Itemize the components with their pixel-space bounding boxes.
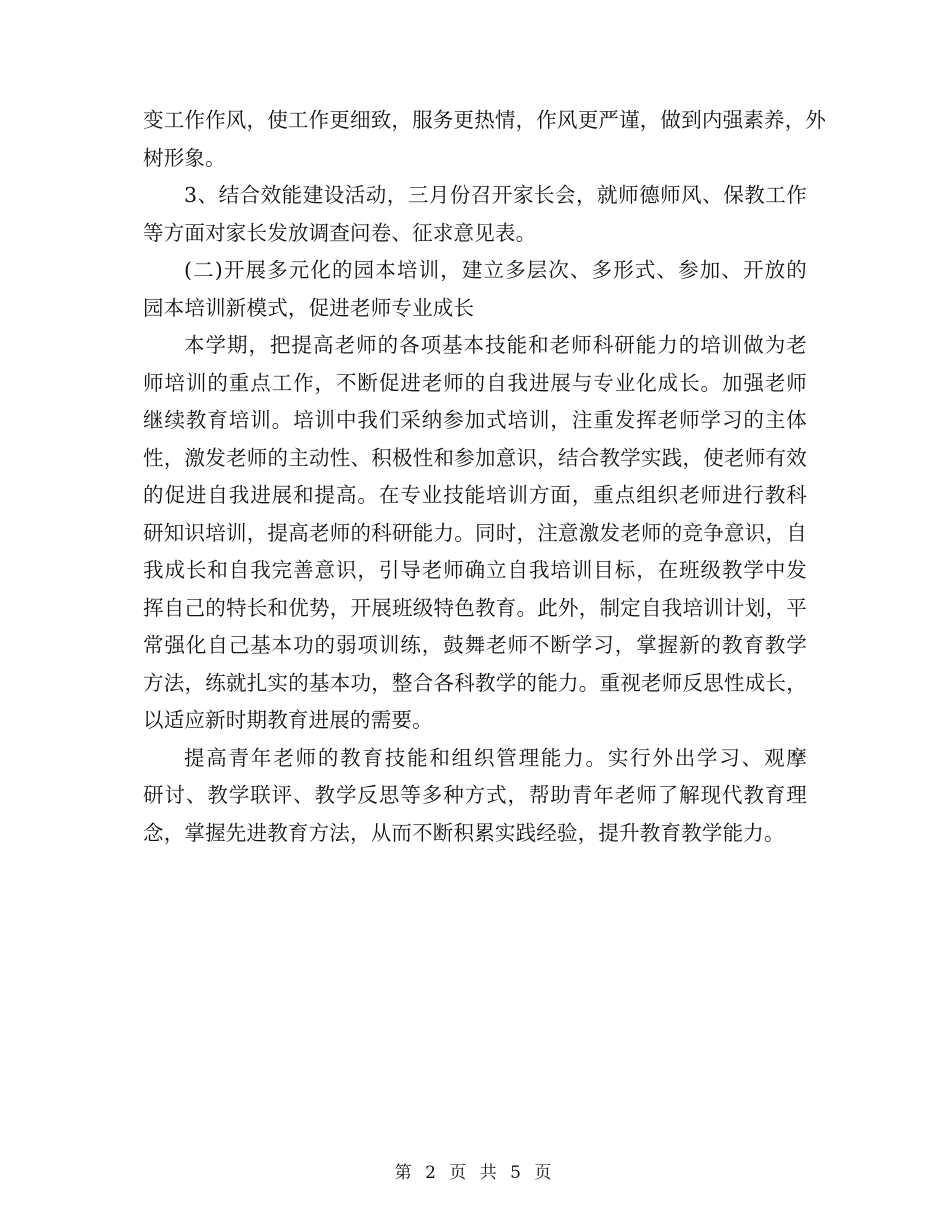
text-line: 以适应新时期教育进展的需要。 <box>143 708 433 732</box>
text-line: 等方面对家长发放调查问卷、征求意见表。 <box>143 220 537 245</box>
text-line: 本学期，把提高老师的各项基本技能和老师科研能力的培训做为老 <box>184 333 807 357</box>
text-line: 常强化自己基本功的弱项训练，鼓舞老师不断学习，掌握新的教育教学 <box>143 633 807 657</box>
paragraph <box>143 327 807 740</box>
paragraph <box>143 740 807 853</box>
text-line: 继续教育培训。培训中我们采纳参加式培训，注重发挥老师学习的主体 <box>143 408 807 432</box>
text-line: 师培训的重点工作，不断促进老师的自我进展与专业化成长。加强老师 <box>143 370 807 395</box>
text-line: 树形象。 <box>143 145 226 170</box>
paragraph <box>143 102 827 177</box>
paragraph <box>143 177 807 252</box>
section-heading <box>143 252 807 327</box>
text-line: 我成长和自我完善意识，引导老师确立自我培训目标，在班级教学中发 <box>143 558 807 582</box>
text-line: 变工作作风，使工作更细致，服务更热情，作风更严谨，做到内强素养，外 <box>143 108 827 132</box>
text-line: 念，掌握先进教育方法，从而不断积累实践经验，提升教育教学能力。 <box>143 820 785 845</box>
text-line: 性，激发老师的主动性、积极性和参加意识，结合教学实践，使老师有效 <box>143 445 807 470</box>
text-line: 挥自己的特长和优势，开展班级特色教育。此外，制定自我培训计划，平 <box>143 595 807 620</box>
text-line: 提高青年老师的教育技能和组织管理能力。实行外出学习、观摩 <box>184 745 807 770</box>
text-line: 的促进自我进展和提高。在专业技能培训方面，重点组织老师进行教科 <box>143 483 807 507</box>
document-body <box>143 102 827 852</box>
text-line: 3、结合效能建设活动，三月份召开家长会，就师德师风、保教工作 <box>184 183 807 207</box>
page-number-footer: 第 2 页 共 5 页 <box>394 1163 556 1183</box>
text-line: 研知识培训，提高老师的科研能力。同时，注意激发老师的竞争意识，自 <box>143 520 807 545</box>
text-line: 园本培训新模式，促进老师专业成长 <box>143 295 475 320</box>
text-line: 研讨、教学联评、教学反思等多种方式，帮助青年老师了解现代教育理 <box>143 783 807 807</box>
text-line: (二)开展多元化的园本培训，建立多层次、多形式、参加、开放的 <box>184 258 807 282</box>
text-line: 方法，练就扎实的基本功，整合各科教学的能力。重视老师反思性成长， <box>143 670 807 695</box>
